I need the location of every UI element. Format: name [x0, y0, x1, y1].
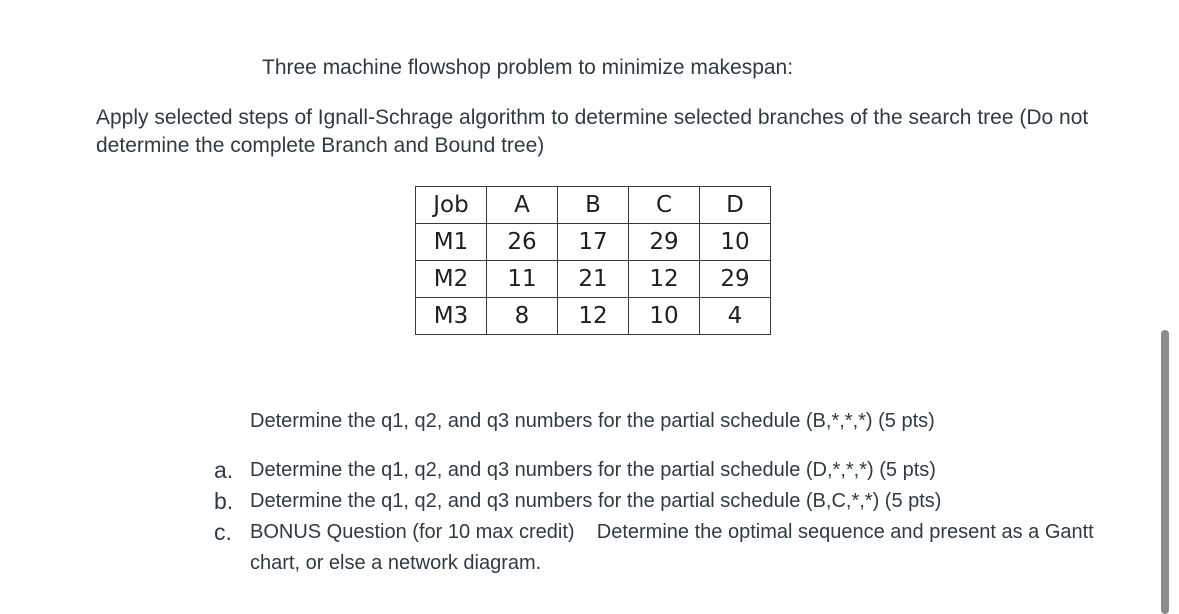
- table-cell: M1: [416, 224, 487, 261]
- list-marker: c.: [214, 519, 232, 545]
- table-header-cell: C: [629, 187, 700, 224]
- table-row: [416, 224, 771, 261]
- scrollbar[interactable]: [1161, 330, 1169, 614]
- table-cell: 17: [558, 224, 629, 261]
- processing-times-table: [415, 186, 771, 335]
- list-item: [214, 486, 1114, 517]
- table-cell: 10: [700, 224, 771, 261]
- table-row: [416, 298, 771, 335]
- table-cell: 29: [700, 261, 771, 298]
- list-item: [214, 517, 1114, 579]
- table-cell: 10: [629, 298, 700, 335]
- question-list: [214, 455, 1114, 579]
- list-marker: b.: [214, 488, 234, 514]
- question-intro: Determine the q1, q2, and q3 numbers for the partial schedule (B,*,*,*) (5 pts): [250, 410, 935, 432]
- table-cell: 21: [558, 261, 629, 298]
- table-header-cell: A: [487, 187, 558, 224]
- table-cell: M2: [416, 261, 487, 298]
- table-cell: 8: [487, 298, 558, 335]
- table-cell: 4: [700, 298, 771, 335]
- question-text: Determine the q1, q2, and q3 numbers for the partial schedule (B,C,*,*) (5 pts): [250, 490, 942, 512]
- table-cell: 26: [487, 224, 558, 261]
- table-header-cell: B: [558, 187, 629, 224]
- problem-instructions: Apply selected steps of Ignall-Schrage algorithm to determine selected branches of the search tree (Do not determine the complete Branch and Bound tree): [96, 106, 1089, 157]
- table-cell: M3: [416, 298, 487, 335]
- table-cell: 11: [487, 261, 558, 298]
- table-row: [416, 261, 771, 298]
- problem-title: Three machine flowshop problem to minimize makespan:: [262, 56, 794, 79]
- table-header-row: [416, 187, 771, 224]
- table-header-cell: Job: [416, 187, 487, 224]
- table-cell: 29: [629, 224, 700, 261]
- list-marker: a.: [214, 457, 234, 483]
- table-cell: 12: [558, 298, 629, 335]
- question-text: BONUS Question (for 10 max credit) Determine the optimal sequence and present as a Gantt chart, or else a network diagram.: [250, 521, 1100, 574]
- question-text: Determine the q1, q2, and q3 numbers for the partial schedule (D,*,*,*) (5 pts): [250, 459, 936, 481]
- table-cell: 12: [629, 261, 700, 298]
- list-item: [214, 455, 1114, 486]
- table-header-cell: D: [700, 187, 771, 224]
